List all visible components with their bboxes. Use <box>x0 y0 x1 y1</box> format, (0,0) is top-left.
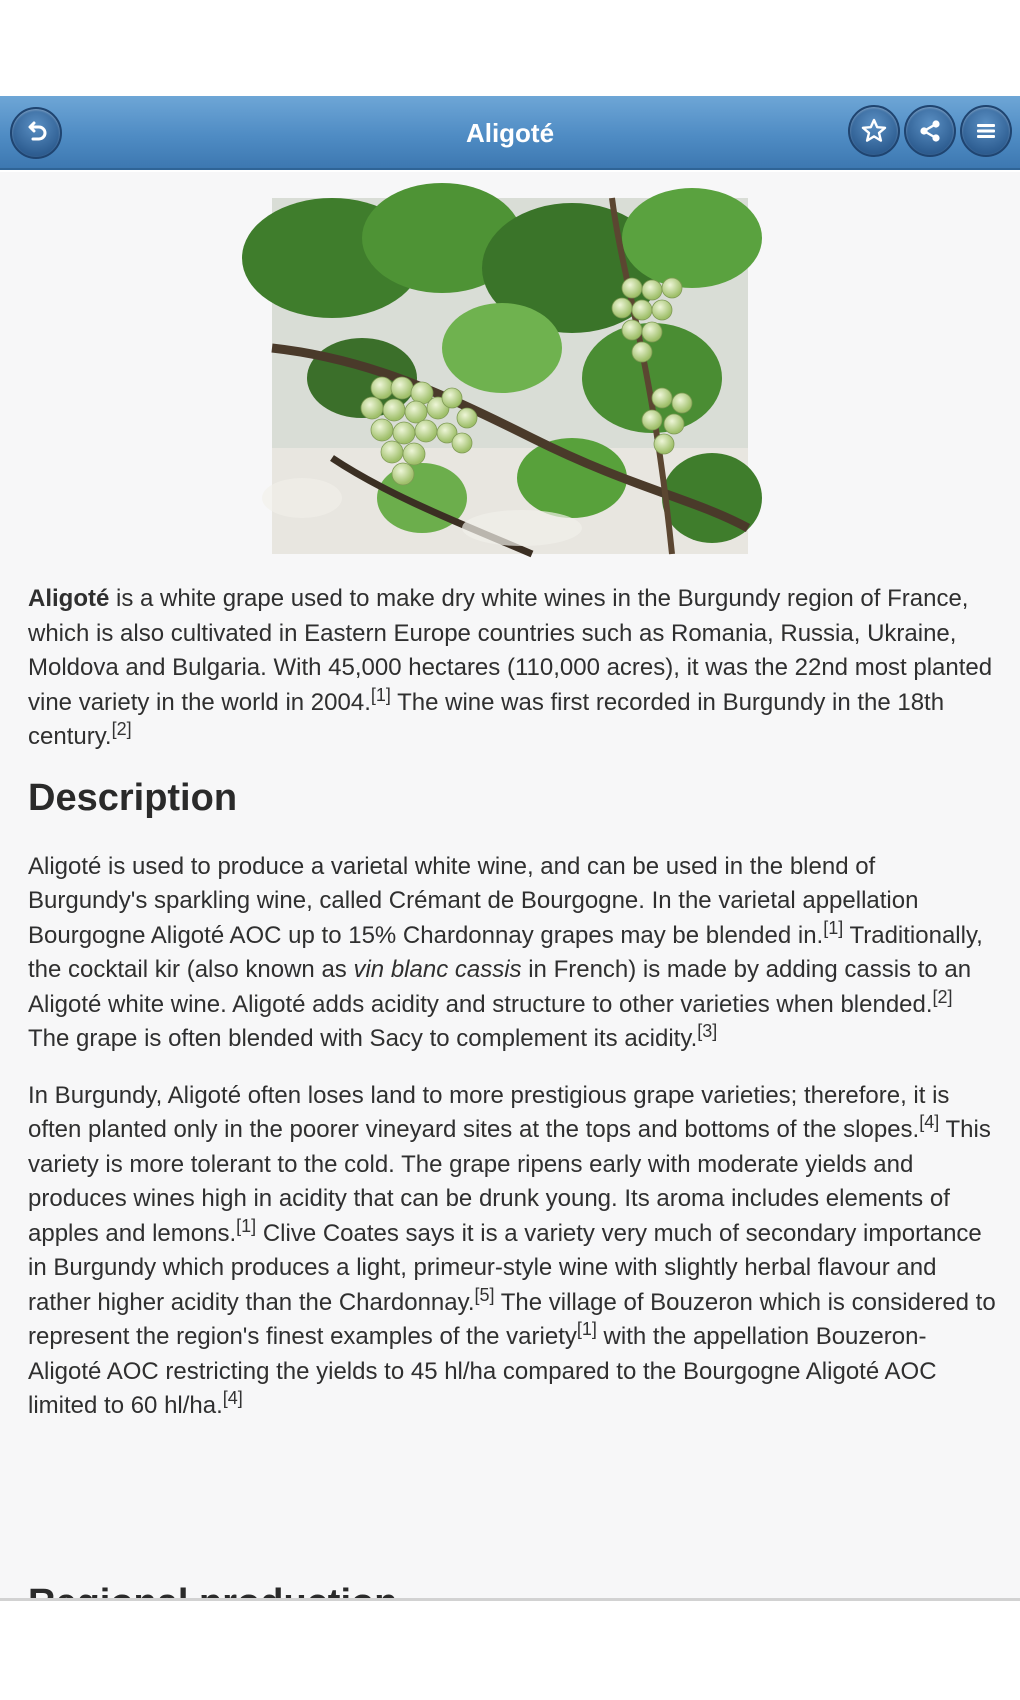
article-body <box>28 582 996 1446</box>
citation-link[interactable]: [4] <box>222 1388 243 1408</box>
intro-term: Aligoté <box>28 585 110 612</box>
citation-link[interactable]: [5] <box>474 1284 495 1305</box>
menu-button[interactable] <box>960 105 1012 157</box>
citation-link[interactable]: [1] <box>823 917 844 938</box>
back-arrow-icon <box>21 118 51 148</box>
citation-link[interactable]: [1] <box>236 1215 257 1236</box>
intro-paragraph: Aligoté is a white grape used to make dry white wines in the Burgundy region of France, which is also cultivated in Eastern Europe countries such as Romania, Russia, Ukraine, Moldova and Bulgaria. With 45,000 hectares (110,000 acres), it was the 22nd most planted vine variety in the world in 2004.[1] The wine was first recorded in Burgundy in the 18th century.[2] <box>28 585 993 750</box>
share-button[interactable] <box>904 105 956 157</box>
citation-link[interactable]: [3] <box>697 1021 718 1041</box>
description-paragraph-2: In Burgundy, Aligoté often loses land to more prestigious grape varieties; therefore, it is often planted only in the poorer vineyard sites at the tops and bottoms of the slopes.[4] This variety is more tolerant to the cold. The grape ripens early with moderate yields and produces wines high in acidity that can be drunk young. Its aroma includes elements of apples and lemons.[1] Clive Coates says it is a variety very much of secondary importance in Burgundy which produces a light, primeur-style wine with slightly herbal flavour and rather higher acidity than the Chardonnay.[5] The village of Bouzeron which is considered to represent the region's finest examples of the variety[1] with the appellation Bouzeron-Aligoté AOC restricting the yields to 45 hl/ha compared to the Bourgogne Aligoté AOC limited to 60 hl/ha.[4] <box>28 1081 996 1419</box>
citation-link[interactable]: [1] <box>370 684 391 705</box>
back-button[interactable] <box>10 107 62 159</box>
grape-photo-image <box>272 198 748 554</box>
page-title: Aligoté <box>465 118 555 148</box>
hamburger-menu-icon <box>971 116 1001 146</box>
article-scroll-view[interactable] <box>0 172 1020 1598</box>
citation-link[interactable]: [2] <box>111 719 132 739</box>
app-toolbar <box>0 96 1020 170</box>
status-bar-area <box>0 0 1020 96</box>
citation-link[interactable]: [4] <box>919 1112 940 1132</box>
description-paragraph-1: Aligoté is used to produce a varietal white wine, and can be used in the blend of Burgundy's sparkling wine, called Crémant de Bourgogne. In the varietal appellation Bourgogne Aligoté AOC up to 15% Chardonnay grapes may be blended in.[1] Traditionally, the cocktail kir (also known as vin blanc cassis in French) is made by adding cassis to an Aligoté white wine. Aligoté adds acidity and structure to other varieties when blended.[2] The grape is often blended with Sacy to complement its acidity.[3] <box>28 852 983 1052</box>
star-icon <box>859 116 889 146</box>
section-heading-description: Description <box>28 776 238 819</box>
grape-photo[interactable] <box>272 198 748 554</box>
citation-link[interactable]: [2] <box>932 986 953 1007</box>
citation-link[interactable]: [1] <box>576 1319 597 1339</box>
favorite-button[interactable] <box>848 105 900 157</box>
navigation-bar-area <box>0 1601 1020 1700</box>
share-icon <box>915 116 945 146</box>
